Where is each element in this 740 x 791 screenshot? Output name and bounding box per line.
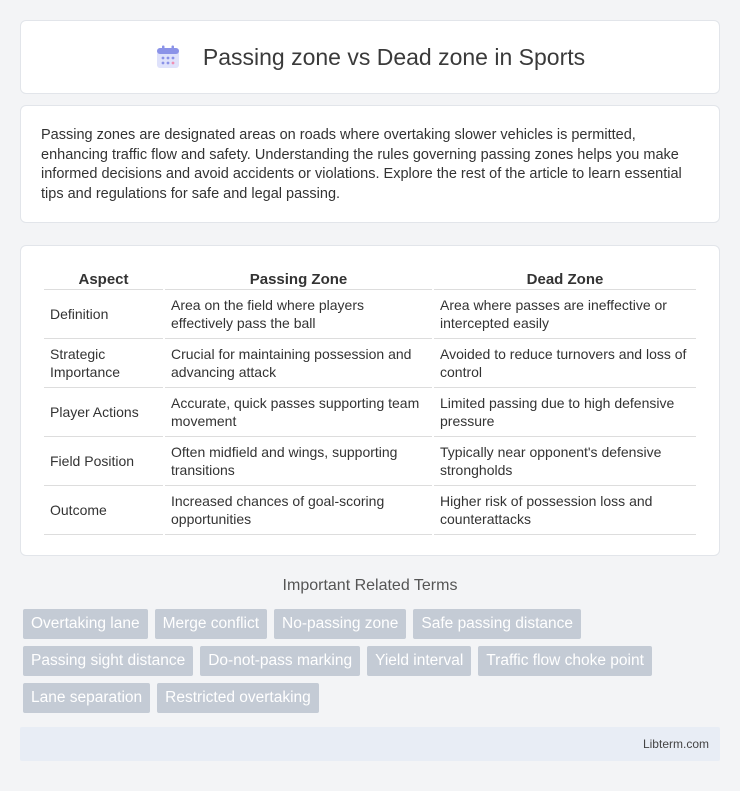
term-tag[interactable]: Traffic flow choke point	[478, 646, 652, 676]
header-card	[20, 20, 720, 94]
row-aspect-cell: Outcome	[44, 486, 163, 535]
column-header-aspect: Aspect	[44, 266, 163, 290]
term-tag[interactable]: Overtaking lane	[23, 609, 148, 639]
row-dead-cell: Limited passing due to high defensive pressure	[434, 388, 696, 437]
term-tag[interactable]: Yield interval	[367, 646, 471, 676]
table-header-row	[44, 266, 696, 290]
row-aspect-cell: Player Actions	[44, 388, 163, 437]
table-row	[44, 486, 696, 535]
term-tag[interactable]: Restricted overtaking	[157, 683, 319, 713]
term-tag[interactable]: Passing sight distance	[23, 646, 193, 676]
comparison-table	[42, 266, 698, 535]
intro-card	[20, 105, 720, 223]
column-header-passing-zone: Passing Zone	[165, 266, 432, 290]
row-passing-cell: Often midfield and wings, supporting transitions	[165, 437, 432, 486]
intro-paragraph: Passing zones are designated areas on roads where overtaking slower vehicles is permitted, enhancing traffic flow and safety. Understanding the rules governing passing zones helps you make informed decisions and avoid accidents or violations. Explore the rest of the article to learn essential tips and regulations for safe and legal passing.	[41, 127, 682, 202]
page-title: Passing zone vs Dead zone in Sports	[202, 43, 586, 70]
term-tag[interactable]: Lane separation	[23, 683, 150, 713]
footer-brand-link[interactable]: Libterm.com	[642, 737, 709, 751]
term-tag[interactable]: Merge conflict	[155, 609, 267, 639]
term-tag[interactable]: Do-not-pass marking	[200, 646, 360, 676]
table-row	[44, 290, 696, 339]
row-passing-cell: Accurate, quick passes supporting team movement	[165, 388, 432, 437]
table-row	[44, 437, 696, 486]
column-header-dead-zone: Dead Zone	[434, 266, 696, 290]
row-aspect-cell: Strategic Importance	[44, 339, 163, 388]
row-aspect-cell: Definition	[44, 290, 163, 339]
row-dead-cell: Area where passes are ineffective or intercepted easily	[434, 290, 696, 339]
row-dead-cell: Typically near opponent's defensive strongholds	[434, 437, 696, 486]
table-row	[44, 388, 696, 437]
related-terms-list	[23, 609, 703, 713]
row-passing-cell: Increased chances of goal-scoring opportunities	[165, 486, 432, 535]
row-passing-cell: Crucial for maintaining possession and advancing attack	[165, 339, 432, 388]
row-aspect-cell: Field Position	[44, 437, 163, 486]
comparison-card	[20, 245, 720, 556]
term-tag[interactable]: No-passing zone	[274, 609, 406, 639]
row-dead-cell: Higher risk of possession loss and counterattacks	[434, 486, 696, 535]
footer	[20, 727, 720, 761]
row-dead-cell: Avoided to reduce turnovers and loss of control	[434, 339, 696, 388]
term-tag[interactable]: Safe passing distance	[413, 609, 581, 639]
row-passing-cell: Area on the field where players effectively pass the ball	[165, 290, 432, 339]
related-terms-heading: Important Related Terms	[282, 577, 458, 594]
calendar-icon	[155, 44, 181, 70]
table-row	[44, 339, 696, 388]
